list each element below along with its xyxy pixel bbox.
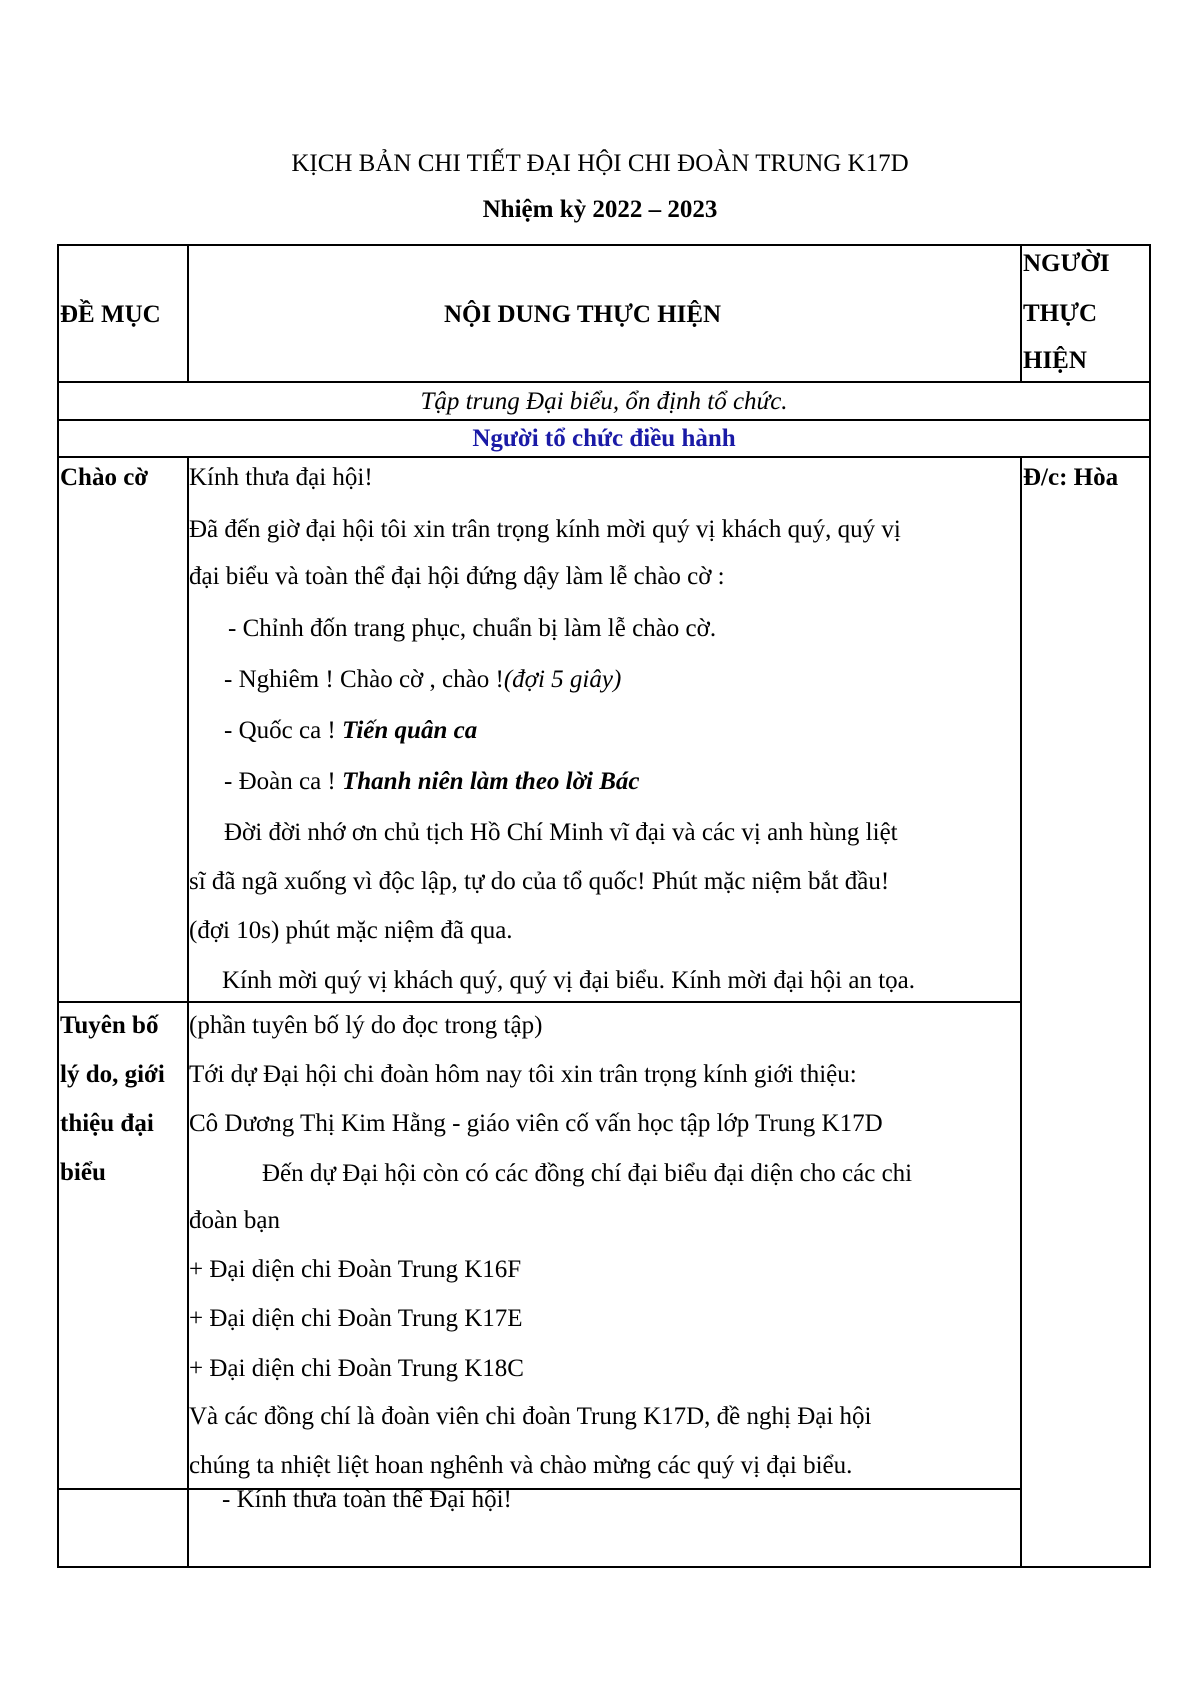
document-title: KỊCH BẢN CHI TIẾT ĐẠI HỘI CHI ĐOÀN TRUNG K17D — [291, 150, 909, 177]
tuyen-bo-line-2: Tới dự Đại hội chi đoàn hôm nay tôi xin trân trọng kính giới thiệu: — [189, 1061, 857, 1088]
tuyen-bo-line-7: + Đại diện chi Đoàn Trung K17E — [189, 1305, 523, 1332]
chao-co-line-5 — [224, 655, 621, 705]
chao-co-line-11: Kính mời quý vị khách quý, quý vị đại biểu. Kính mời đại hội an tọa. — [222, 967, 916, 994]
row-person-chao-co: Đ/c: Hòa — [1023, 464, 1119, 491]
chao-co-line-7-song: Thanh niên làm theo lời Bác — [342, 768, 640, 795]
chao-co-line-7-text: - Đoàn ca ! — [224, 768, 342, 795]
rule-header-bottom — [57, 381, 1151, 383]
row-label-tuyen-bo-4: biểu — [60, 1159, 106, 1186]
tuyen-bo-line-4: Đến dự Đại hội còn có các đồng chí đại biểu đại diện cho các chi — [262, 1160, 913, 1187]
row-label-chao-co: Chào cờ — [60, 464, 149, 491]
tuyen-bo-line-6: + Đại diện chi Đoàn Trung K16F — [189, 1256, 522, 1283]
col-divider-2-header — [1020, 244, 1022, 382]
tuyen-bo-line-5: đoàn bạn — [189, 1207, 280, 1234]
col-divider-1-header — [187, 244, 189, 382]
chao-co-line-2: Đã đến giờ đại hội tôi xin trân trọng kính mời quý vị khách quý, quý vị — [189, 516, 901, 543]
chao-co-line-4: - Chỉnh đốn trang phục, chuẩn bị làm lễ chào cờ. — [228, 615, 717, 642]
tuyen-bo-line-3: Cô Dương Thị Kim Hằng - giáo viên cố vấn học tập lớp Trung K17D — [189, 1110, 883, 1137]
rule-section-bottom — [57, 419, 1151, 421]
chao-co-line-9: sĩ đã ngã xuống vì độc lập, tự do của tổ quốc! Phút mặc niệm bắt đầu! — [189, 868, 890, 895]
border-top — [57, 244, 1151, 246]
chao-co-line-6-song: Tiến quân ca — [342, 717, 478, 744]
document-subtitle: Nhiệm kỳ 2022 – 2023 — [482, 196, 718, 223]
row-label-tuyen-bo-3: thiệu đại — [60, 1110, 154, 1137]
chao-co-line-3: đại biểu và toàn thể đại hội đứng dậy làm lễ chào cờ : — [189, 563, 725, 590]
chao-co-line-1: Kính thưa đại hội! — [189, 464, 373, 491]
last-row-line-1: - Kính thưa toàn thể Đại hội! — [222, 1486, 512, 1513]
chao-co-line-6 — [224, 706, 477, 756]
chao-co-line-6-text: - Quốc ca ! — [224, 717, 342, 744]
chao-co-line-5-text: - Nghiêm ! Chào cờ , chào ! — [224, 666, 504, 693]
section-row: Tập trung Đại biểu, ổn định tổ chức. — [420, 388, 788, 415]
header-noi-dung: NỘI DUNG THỰC HIỆN — [444, 301, 722, 328]
tuyen-bo-line-8: + Đại diện chi Đoàn Trung K18C — [189, 1355, 524, 1382]
row-label-tuyen-bo-1: Tuyên bố — [60, 1012, 159, 1039]
header-nguoi-line2: THỰC — [1023, 300, 1098, 327]
tuyen-bo-line-1: (phần tuyên bố lý do đọc trong tập) — [189, 1012, 543, 1039]
chao-co-line-7 — [224, 757, 640, 807]
chao-co-line-5-note: (đợi 5 giây) — [503, 666, 622, 693]
header-nguoi-line1: NGƯỜI — [1023, 250, 1110, 277]
header-nguoi-line3: HIỆN — [1023, 347, 1087, 374]
organizer-row: Người tổ chức điều hành — [472, 425, 736, 452]
chao-co-line-8: Đời đời nhớ ơn chủ tịch Hồ Chí Minh vĩ đại và các vị anh hùng liệt — [224, 819, 898, 846]
tuyen-bo-line-9: Và các đồng chí là đoàn viên chi đoàn Trung K17D, đề nghị Đại hội — [189, 1403, 872, 1430]
chao-co-line-10: (đợi 10s) phút mặc niệm đã qua. — [189, 917, 513, 944]
col-divider-2-body — [1020, 456, 1022, 1567]
border-bottom — [57, 1566, 1151, 1568]
tuyen-bo-line-10: chúng ta nhiệt liệt hoan nghênh và chào mừng các quý vị đại biểu. — [189, 1452, 853, 1479]
header-de-muc: ĐỀ MỤC — [60, 301, 161, 328]
row-label-tuyen-bo-2: lý do, giới — [60, 1061, 165, 1088]
